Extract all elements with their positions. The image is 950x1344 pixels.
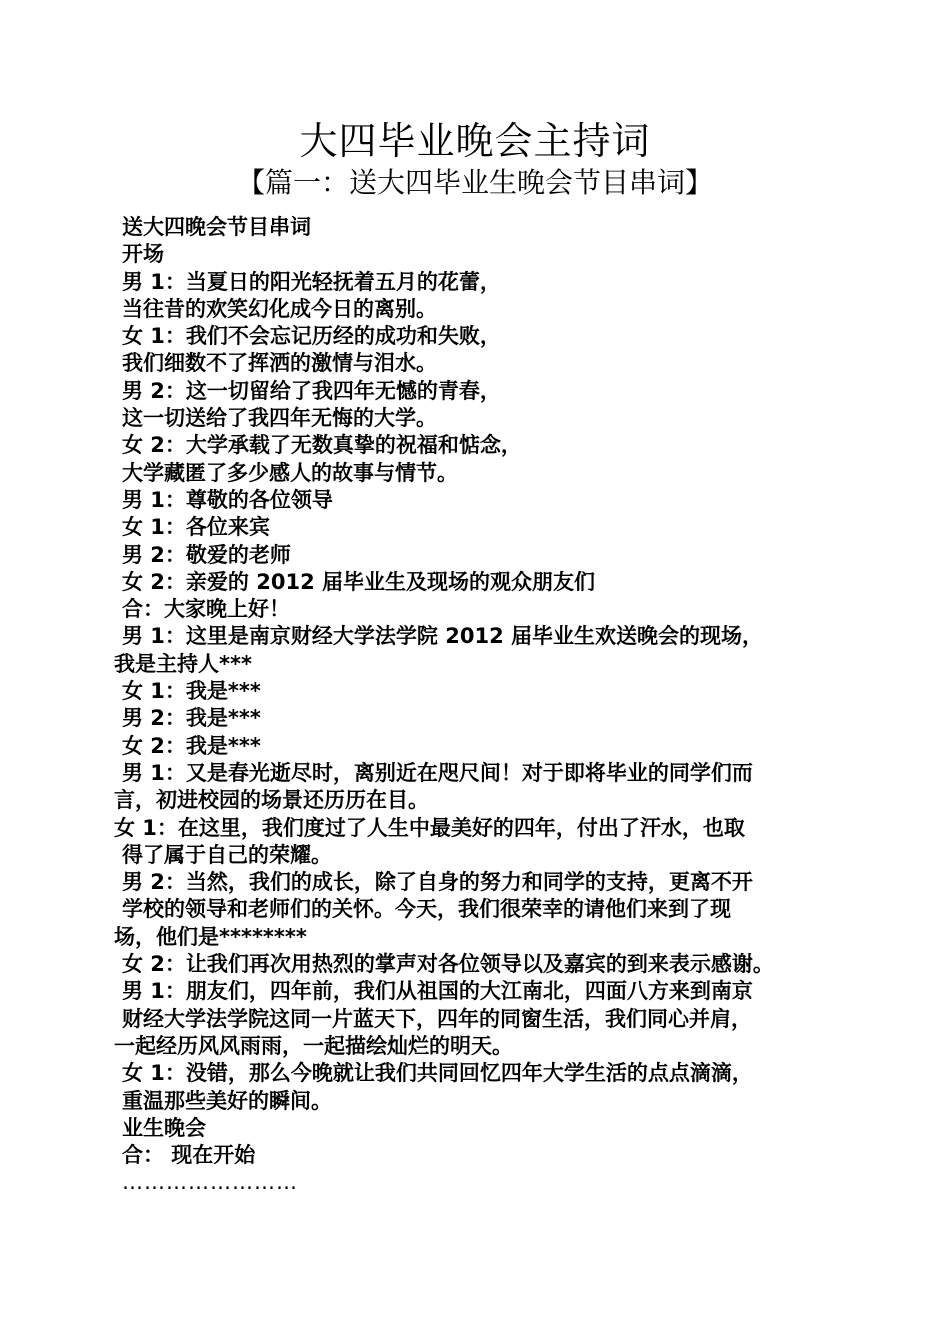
script-line: 男 1：这里是南京财经大学法学院 2012 届毕业生欢送晚会的现场， (122, 624, 763, 649)
script-line: 场，他们是******** (114, 924, 307, 949)
script-line: 重温那些美好的瞬间。 (122, 1088, 332, 1113)
ellipsis-line: …………………… (122, 1170, 298, 1195)
script-line: 我们细数不了挥洒的激情与泪水。 (122, 351, 437, 376)
script-line: 女 2：我是*** (122, 733, 261, 758)
script-line: 言，初进校园的场景还历历在目。 (114, 788, 429, 813)
script-line: 开场 (122, 242, 164, 267)
script-line: 这一切送给了我四年无悔的大学。 (122, 406, 437, 431)
script-line: 财经大学法学院这同一片蓝天下，四年的同窗生活，我们同心并肩， (122, 1006, 752, 1031)
script-line: 男 1：又是春光逝尽时，离别近在咫尺间！对于即将毕业的同学们而 (122, 760, 753, 785)
script-line: 女 1：我们不会忘记历经的成功和失败， (122, 324, 501, 349)
script-line: 女 1：我是*** (122, 679, 261, 704)
script-line: 男 2：当然，我们的成长，除了自身的努力和同学的支持，更离不开 (122, 870, 753, 895)
script-line: 男 1：当夏日的阳光轻抚着五月的花蕾， (122, 269, 501, 294)
script-line: 女 2：大学承载了无数真挚的祝福和惦念， (122, 433, 522, 458)
script-line: 业生晚会 (122, 1115, 206, 1140)
document-subtitle: 【篇一：送大四毕业生晚会节目串词】 (236, 166, 713, 199)
script-line: 男 1：朋友们，四年前，我们从祖国的大江南北，四面八方来到南京 (122, 979, 753, 1004)
script-line: 大学藏匿了多少感人的故事与情节。 (122, 460, 458, 485)
script-line: 当往昔的欢笑幻化成今日的离别。 (122, 296, 437, 321)
script-line: 男 2：敬爱的老师 (122, 542, 291, 567)
script-line: 合： 现在开始 (122, 1143, 256, 1168)
script-line: 男 1：尊敬的各位领导 (122, 487, 333, 512)
script-line: 一起经历风风雨雨，一起描绘灿烂的明天。 (114, 1033, 513, 1058)
script-line: 女 1：各位来宾 (122, 515, 270, 540)
script-line: 学校的领导和老师们的关怀。今天，我们很荣幸的请他们来到了现 (122, 897, 731, 922)
script-line: 送大四晚会节目串词 (122, 215, 311, 239)
script-line: 女 1：没错，那么今晚就让我们共同回忆四年大学生活的点点滴滴， (122, 1061, 753, 1086)
script-body (114, 214, 894, 1197)
document-title: 大四毕业晚会主持词 (299, 119, 651, 163)
script-line: 得了属于自己的荣耀。 (122, 842, 332, 867)
script-line: 男 2：我是*** (122, 706, 261, 731)
script-line: 合：大家晚上好！ (122, 597, 290, 622)
script-line: 女 2：亲爱的 2012 届毕业生及现场的观众朋友们 (122, 569, 595, 594)
script-line: 我是主持人*** (114, 651, 252, 676)
script-line: 女 2：让我们再次用热烈的掌声对各位领导以及嘉宾的到来表示感谢。 (122, 952, 774, 977)
script-line: 女 1：在这里，我们度过了人生中最美好的四年，付出了汗水，也取 (114, 815, 745, 840)
script-line: 男 2：这一切留给了我四年无憾的青春， (122, 378, 501, 403)
